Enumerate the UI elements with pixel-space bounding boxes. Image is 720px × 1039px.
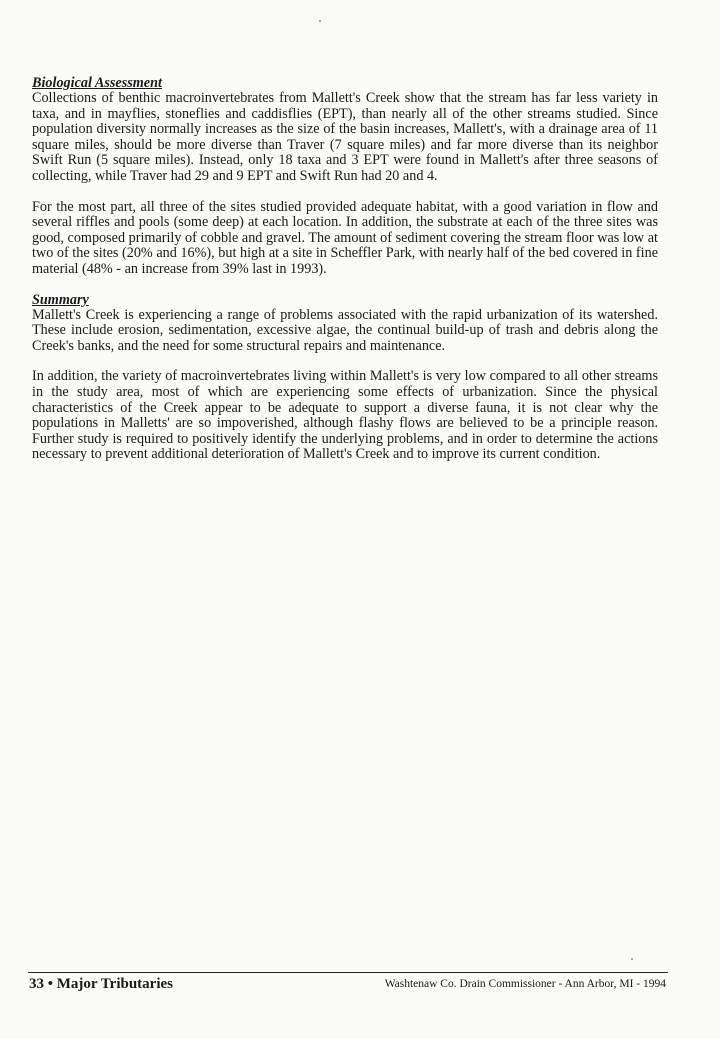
scan-speck [319,20,321,22]
scan-speck [631,958,633,960]
footer-divider [28,972,668,973]
section-heading-biological-assessment: Biological Assessment [32,75,162,91]
footer-page-title: 33 • Major Tributaries [29,976,173,992]
paragraph-urbanization-problems: Mallett's Creek is experiencing a range of problems associated with the rapid urbanization of its watershed. These include erosion, sedimentation, excessive algae, the continual build-up of trash and debris along the Creek's banks, and the need for some structural repairs and maintenance. [32,306,658,354]
paragraph-macroinvertebrate-variety: In addition, the variety of macroinvertebrates living within Mallett's is very low compared to all other streams in the study area, most of which are experiencing some effects of urbanization. Since the physical characteristics of the Creek appear to be adequate to support a diverse fauna, it is not clear why the populations in Malletts' are so impoverished, although flashy flows are believed to be a principle reason. Further study is required to positively identify the underlying problems, and in order to determine the actions necessary to prevent additional deterioration of Mallett's Creek and to improve its current condition. [32,368,658,463]
paragraph-habitat-substrate: For the most part, all three of the sites studied provided adequate habitat, with a good variation in flow and several riffles and pools (some deep) at each location. In addition, the substrate at each of the three sites was good, composed primarily of cobble and gravel. The amount of sediment covering the stream floor was low at two of the sites (20% and 16%), but high at a site in Scheffler Park, with nearly half of the bed covered in fine material (48% - an increase from 39% last in 1993). [32,198,658,277]
document-body [32,76,658,463]
paragraph-benthic-collections: Collections of benthic macroinvertebrates from Mallett's Creek show that the stream has far less variety in taxa, and in mayflies, stoneflies and caddisflies (EPT), than nearly all of the other streams studied. Since population diversity normally increases as the size of the basin increases, Mallett's, with a drainage area of 11 square miles, should be more diverse than Traver (7 square miles) and far more diverse than its neighbor Swift Run (5 square miles). Instead, only 18 taxa and 3 EPT were found in Mallett's after three seasons of collecting, while Traver had 29 and 9 EPT and Swift Run had 20 and 4. [32,90,658,184]
section-heading-summary: Summary [32,291,89,308]
footer-publisher: Washtenaw Co. Drain Commissioner - Ann Arbor, MI - 1994 [384,978,666,990]
